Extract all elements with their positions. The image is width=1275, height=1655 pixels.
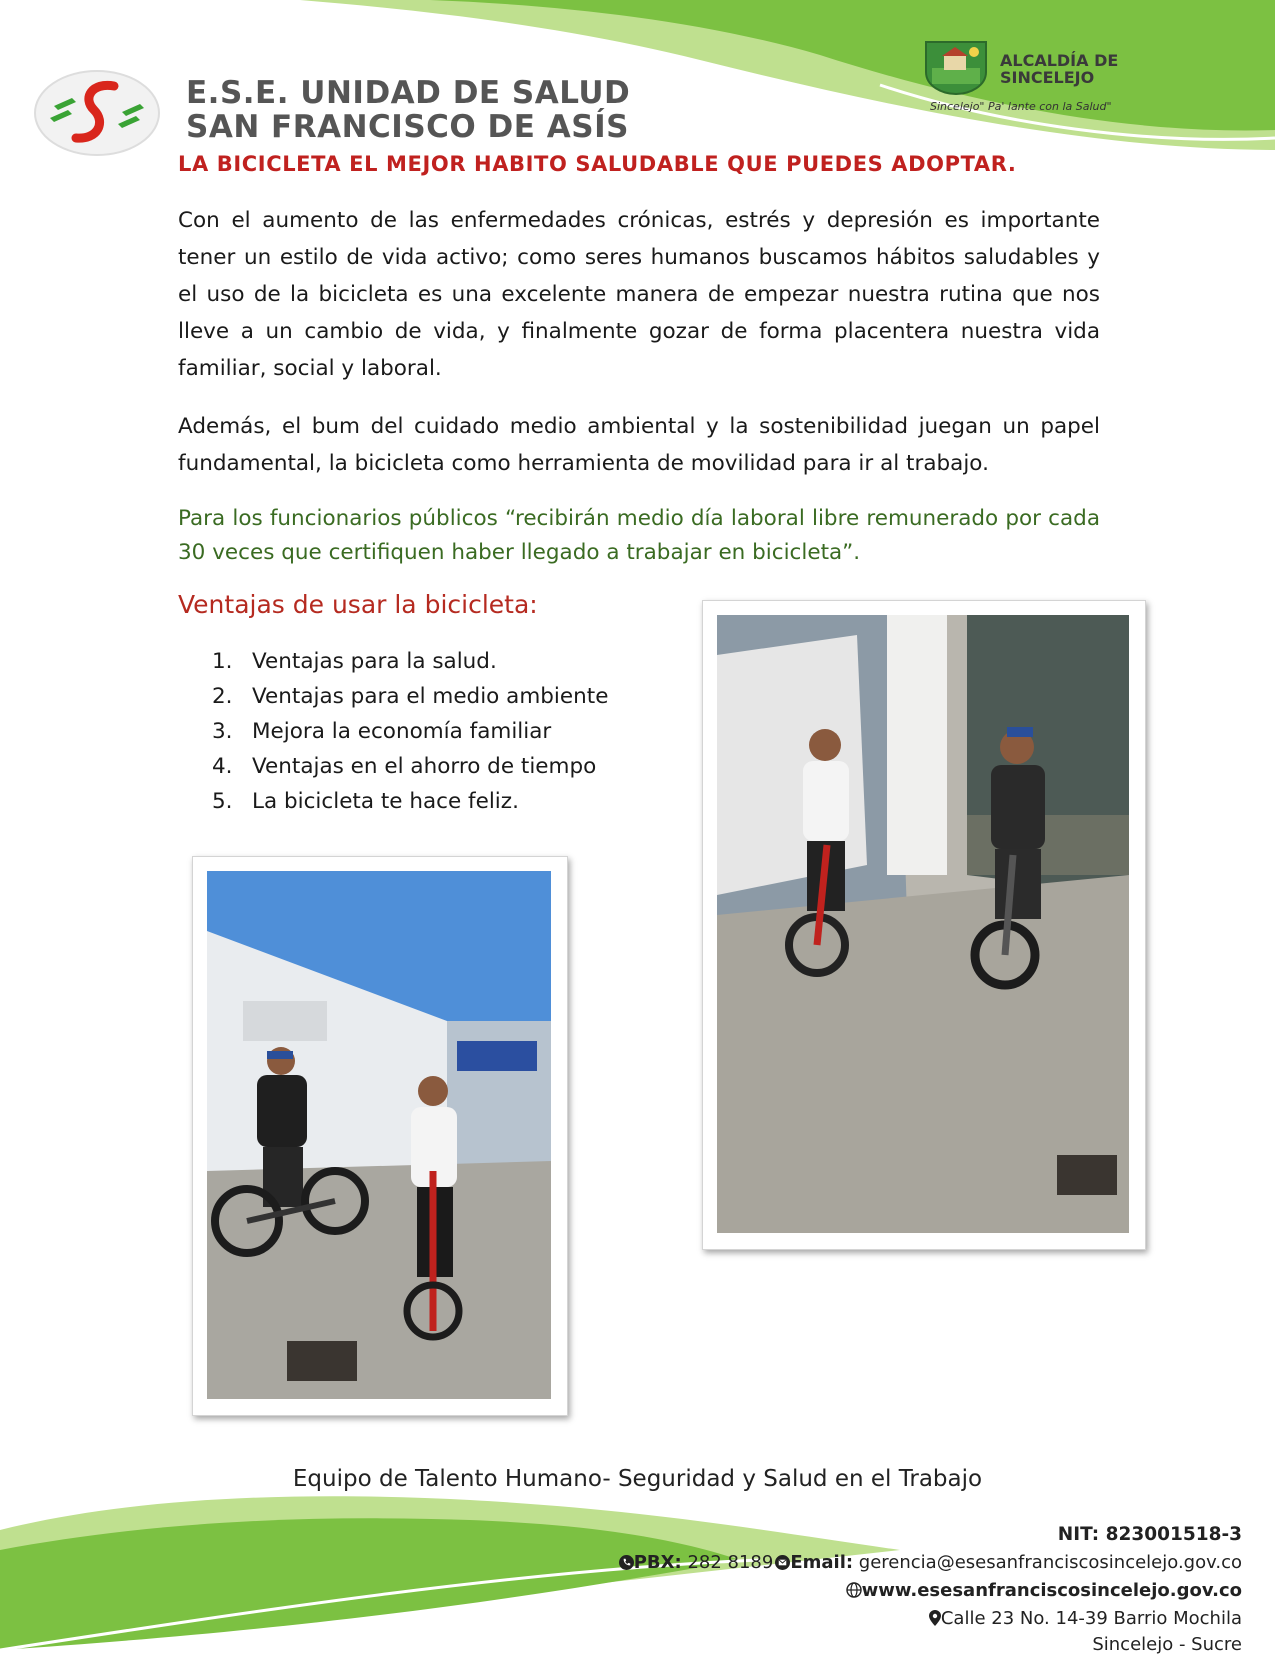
address-text: Calle 23 No. 14-39 Barrio Mochila <box>940 1608 1242 1629</box>
list-item: 2. Ventajas para el medio ambiente <box>212 684 609 709</box>
photo-cyclists-street <box>192 856 568 1416</box>
list-item: 3. Mejora la economía familiar <box>212 719 552 744</box>
phone-icon <box>619 1555 634 1570</box>
advantages-list <box>212 644 608 819</box>
footer-website <box>846 1580 1242 1601</box>
email-icon <box>775 1555 790 1570</box>
email-label: Email: <box>790 1552 854 1573</box>
alcaldia-name-line1: ALCALDÍA DE <box>1000 51 1119 70</box>
email-value[interactable]: gerencia@esesanfranciscosincelejo.gov.co <box>853 1552 1242 1573</box>
alcaldia-logo <box>918 38 1148 118</box>
document-title: LA BICICLETA EL MEJOR HABITO SALUDABLE QUE PUEDES ADOPTAR. <box>178 152 1017 176</box>
footer-city: Sincelejo - Sucre <box>1092 1634 1242 1655</box>
alcaldia-name <box>1000 52 1118 86</box>
list-item: 5. La bicicleta te hace feliz. <box>212 789 519 814</box>
ese-logo <box>32 68 162 158</box>
alcaldia-name-line2: SINCELEJO <box>1000 68 1095 87</box>
pbx-value: 282 8189 <box>681 1552 774 1573</box>
photo-cyclists-street-image <box>207 871 551 1399</box>
location-pin-icon <box>929 1610 941 1626</box>
paragraph-environment: Además, el bum del cuidado medio ambiental y la sostenibilidad juegan un papel fundamental, la bicicleta como herramienta de movilidad para ir al trabajo. <box>178 414 1100 476</box>
photo-cyclists-alley-image <box>717 615 1129 1233</box>
list-item: 1. Ventajas para la salud. <box>212 649 497 674</box>
footer-address <box>929 1608 1242 1629</box>
organization-name-line1: E.S.E. UNIDAD DE SALUD <box>186 75 631 111</box>
organization-name <box>186 76 630 144</box>
alcaldia-emblem-icon <box>920 38 992 96</box>
pbx-label: PBX: <box>633 1552 682 1573</box>
photo-cyclists-alley <box>702 600 1146 1250</box>
paragraph-intro: Con el aumento de las enfermedades crónicas, estrés y depresión es importante tener un estilo de vida activo; como seres humanos buscamos hábitos saludables y el uso de la bicicleta es una excelente manera de empezar nuestra rutina que nos lleve a un cambio de vida, y finalmente gozar de forma placentera nuestra vida familiar, social y laboral. <box>178 208 1100 381</box>
website-link[interactable]: www.esesanfranciscosincelejo.gov.co <box>861 1580 1242 1601</box>
footer-nit: NIT: 823001518-3 <box>1057 1524 1242 1545</box>
organization-name-line2: SAN FRANCISCO DE ASÍS <box>186 109 629 145</box>
alcaldia-slogan: Sincelejo" Pa' lante con la Salud" <box>930 100 1112 113</box>
globe-icon <box>846 1582 862 1598</box>
advantages-title: Ventajas de usar la bicicleta: <box>178 590 538 619</box>
paragraph-public-servants: Para los funcionarios públicos “recibirán medio día laboral libre remunerado por cada 30 veces que certifiquen haber llegado a trabajar en bicicleta”. <box>178 506 1100 565</box>
list-item: 4. Ventajas en el ahorro de tiempo <box>212 754 597 779</box>
footer-team: Equipo de Talento Humano- Seguridad y Salud en el Trabajo <box>292 1466 983 1492</box>
footer-phone-email <box>619 1552 1242 1573</box>
